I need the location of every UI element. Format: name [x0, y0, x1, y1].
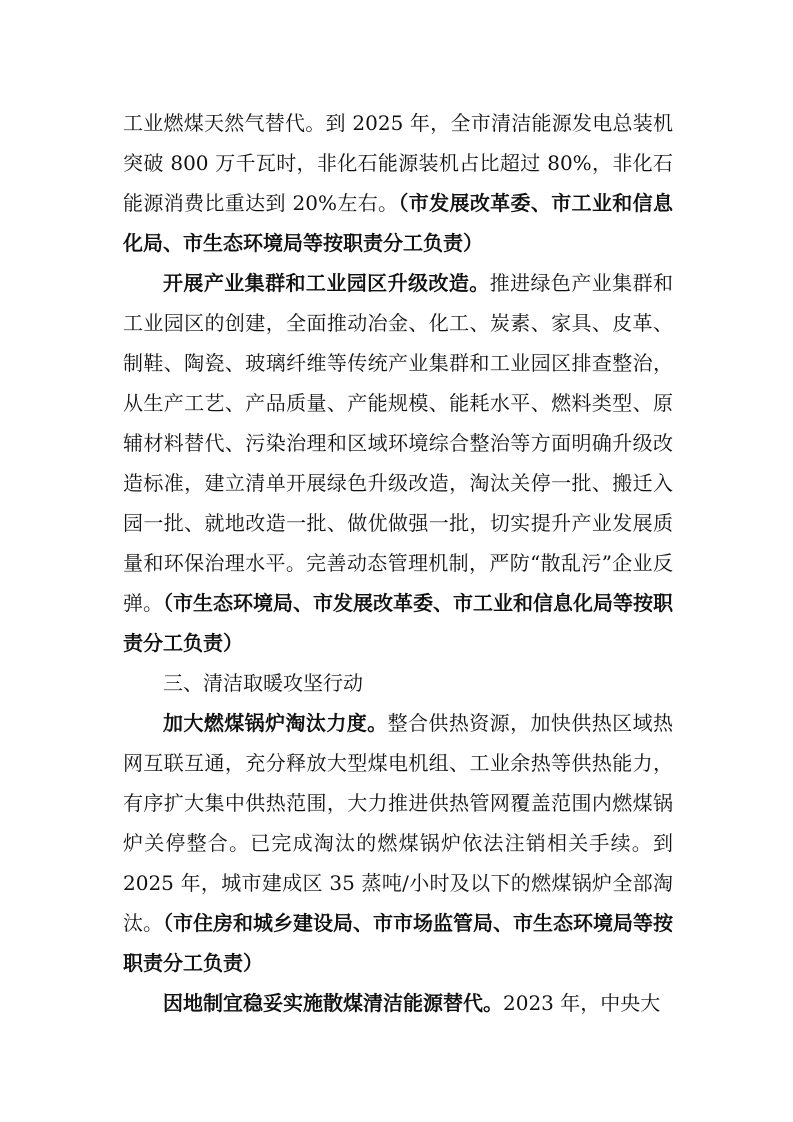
responsibility-note: （市生态环境局、市发展改革委、市工业和信息化局等按职责分工负责）	[123, 591, 673, 655]
paragraph-3	[123, 703, 673, 983]
paragraph-text: 整合供热资源，加快供热区域热网互联互通，充分释放大型煤电机组、工业余热等供热能力，有序扩大集中供热范围，大力推进供热管网覆盖范围内燃煤锅炉关停整合。已完成淘汰的燃煤锅炉依法注销相关手续。到 2025 年，城市建成区 35 蒸吨/小时及以下的燃煤锅炉全部淘汰。	[123, 711, 674, 935]
paragraph-title: 加大燃煤锅炉淘汰力度。	[163, 711, 388, 735]
paragraph-text: 工业燃煤天然气替代。到 2025 年，全市清洁能源发电总装机突破 800 万千瓦时，非化石能源装机占比超过 80%，非化石能源消费比重达到 20%左右。	[123, 111, 673, 215]
paragraph-1	[123, 103, 673, 263]
paragraph-title: 因地制宜稳妥实施散煤清洁能源替代。	[163, 991, 503, 1015]
document-body	[123, 103, 673, 1023]
paragraph-title: 开展产业集群和工业园区升级改造。	[163, 271, 490, 295]
paragraph-text: 推进绿色产业集群和工业园区的创建，全面推动冶金、化工、炭素、家具、皮革、制鞋、陶瓷、玻璃纤维等传统产业集群和工业园区排查整治，从生产工艺、产品质量、产能规模、能耗水平、燃料类型、原辅材料替代、污染治理和区域环境综合整治等方面明确升级改造标准，建立清单开展绿色升级改造，淘汰关停一批、搬迁入园一批、就地改造一批、做优做强一批，切实提升产业发展质量和环保治理水平。完善动态管理机制，严防“散乱污”企业反弹。	[123, 271, 674, 615]
paragraph-2	[123, 263, 673, 663]
responsibility-note: （市住房和城乡建设局、市市场监管局、市生态环境局等按职责分工负责）	[123, 911, 673, 975]
responsibility-note: （市发展改革委、市工业和信息化局、市生态环境局等按职责分工负责）	[123, 191, 673, 255]
section-heading: 三、清洁取暖攻坚行动	[163, 671, 363, 695]
paragraph-text: 2023 年，中央大	[503, 991, 661, 1015]
paragraph-4	[123, 983, 673, 1023]
